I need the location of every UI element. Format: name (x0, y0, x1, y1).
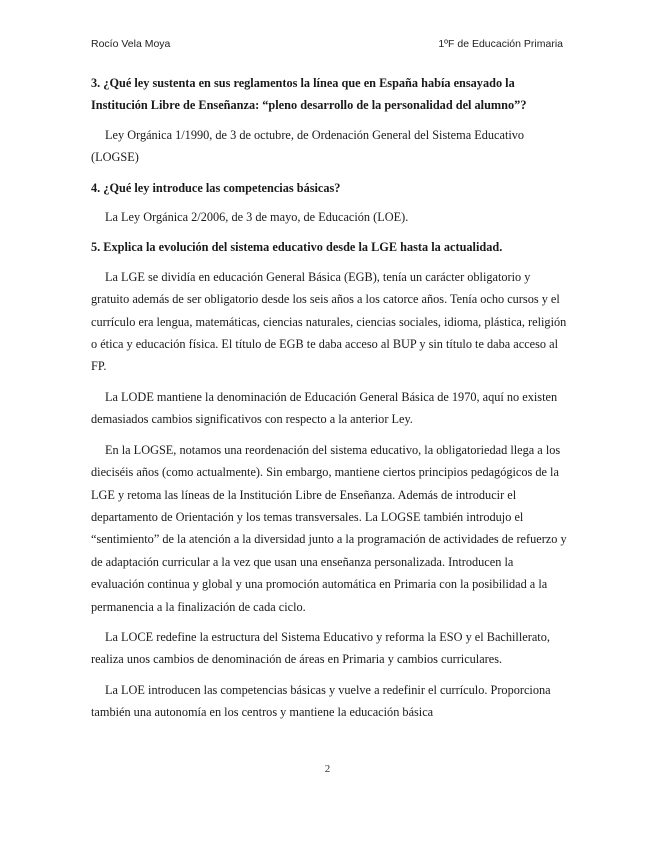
question-3-title (91, 72, 567, 117)
header-author: Rocío Vela Moya (91, 38, 171, 50)
question-4-answer: La Ley Orgánica 2/2006, de 3 de mayo, de Educación (LOE). (105, 210, 409, 225)
question-5-paragraph-logse: En la LOGSE, notamos una reordenación del sistema educativo, la obligatoriedad llega a los dieciséis años (como actualmente). Sin embargo, mantiene ciertos principios pedagógicos de la LGE y retoma las líneas de la Institución Libre de Enseñanza. Además de introducir el departamento de Orientación y los temas transversales. La LOGSE también introdujo el “sentimiento” de la atención a la diversidad junto a la programación de actividades de refuerzo y de adaptación curricular a la vez que usan una enseñanza personalizada. Introducen la evaluación continua y global y una promoción automática en Primaria con la posibilidad a la permanencia a la finalización de cada ciclo. (91, 442, 567, 614)
question-5-paragraph-loe: La LOE introducen las competencias básicas y vuelve a redefinir el currículo. Proporciona también una autonomía en los centros y mantiene la educación básica (91, 682, 551, 720)
question-5-title: 5. Explica la evolución del sistema educativo desde la LGE hasta la actualidad. (91, 240, 503, 255)
header-course: 1ºF de Educación Primaria (438, 38, 563, 50)
question-3-answer: Ley Orgánica 1/1990, de 3 de octubre, de Ordenación General del Sistema Educativo (LOGSE) (91, 127, 525, 165)
page-number: 2 (324, 763, 331, 775)
question-5-paragraph-loce: La LOCE redefine la estructura del Sistema Educativo y reforma la ESO y el Bachillerato, realiza unos cambios de denominación de áreas en Primaria y cambios curriculares. (91, 629, 550, 667)
question-3-title-line-1: 3. ¿Qué ley sustenta en sus reglamentos la línea que en España había ensayado la (91, 76, 515, 90)
question-5-paragraph-lge: La LGE se dividía en educación General Básica (EGB), tenía un carácter obligatorio y gratuito además de ser obligatorio desde los seis años a los catorce años. Tenía ocho cursos y el currículo era lengua, matemáticas, ciencias naturales, ciencias sociales, idioma, plástica, religión o ética y educación física. El título de EGB te daba acceso al BUP y sin título te daba acceso al FP. (91, 269, 567, 374)
document-body (91, 72, 567, 730)
question-5-paragraph-lode: La LODE mantiene la denominación de Educación General Básica de 1970, aquí no existen demasiados cambios significativos con respecto a la anterior Ley. (91, 389, 558, 427)
question-4-title: 4. ¿Qué ley introduce las competencias básicas? (91, 180, 341, 195)
question-3-title-line-2: Institución Libre de Enseñanza: “pleno desarrollo de la personalidad del alumno”? (91, 98, 527, 113)
page-header (91, 38, 563, 54)
